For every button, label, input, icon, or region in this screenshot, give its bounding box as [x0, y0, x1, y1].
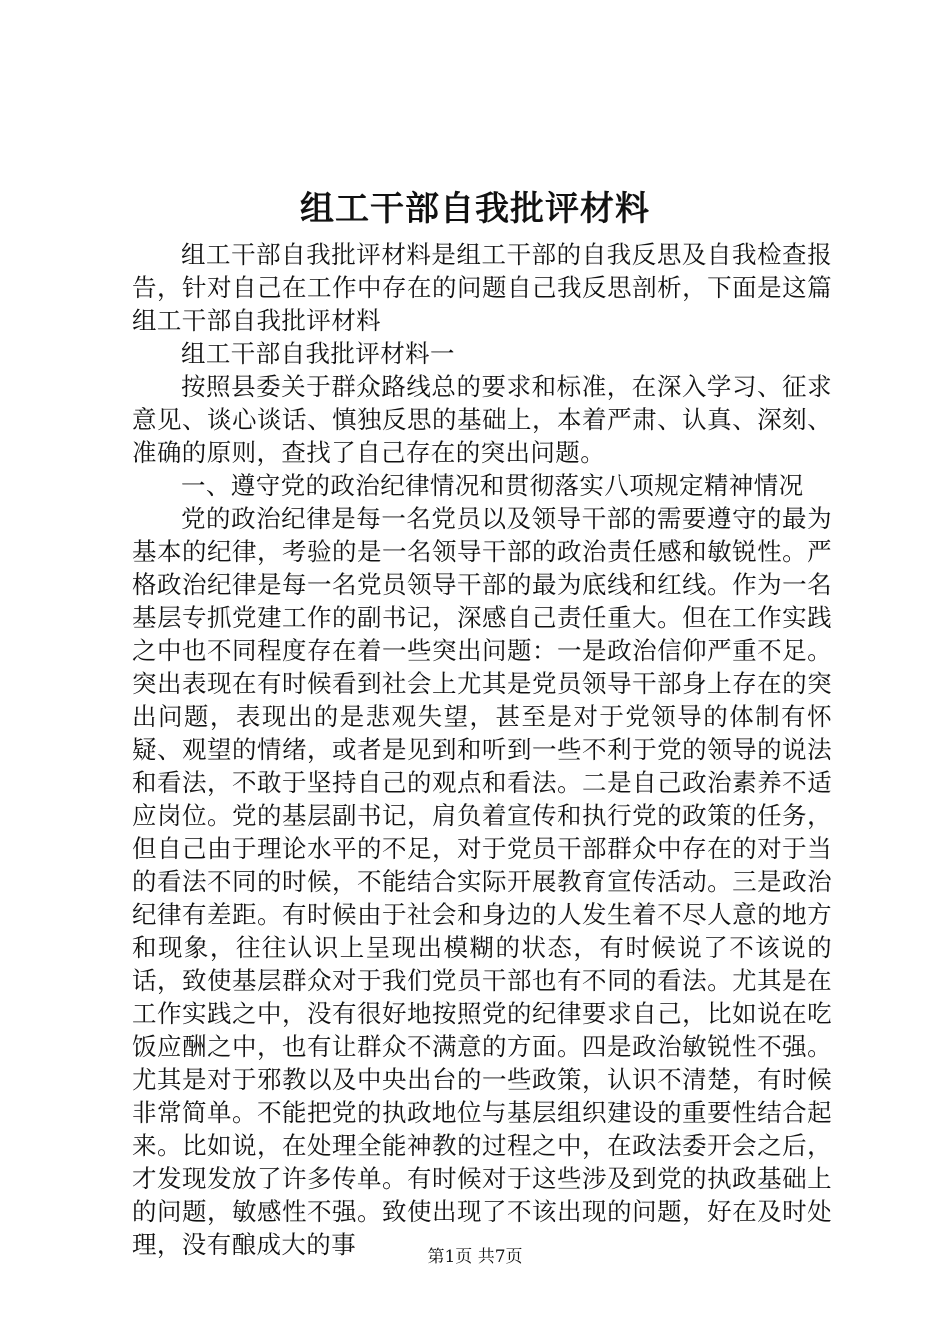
body-paragraph: 按照县委关于群众路线总的要求和标准，在深入学习、征求意见、谈心谈话、慎独反思的基础上，本着严肃、认真、深刻、准确的原则，查找了自己存在的突出问题。 — [132, 372, 832, 467]
document-title: 组工干部自我批评材料 — [300, 189, 650, 229]
section-heading: 组工干部自我批评材料一 — [181, 339, 455, 368]
page-number-footer: 第1页 共7页 — [427, 1247, 523, 1267]
body-paragraph: 党的政治纪律是每一名党员以及领导干部的需要遵守的最为基本的纪律，考验的是一名领导干部的政治责任感和敏锐性。严格政治纪律是每一名党员领导干部的最为底线和红线。作为一名基层专抓党建工作的副书记，深感自己责任重大。但在工作实践之中也不同程度存在着一些突出问题：一是政治信仰严重不足。突出表现在有时候看到社会上尤其是党员领导干部身上存在的突出问题，表现出的是悲观失望，甚至是对于党领导的体制有怀疑、观望的情绪，或者是见到和听到一些不利于党的领导的说法和看法，不敢于坚持自己的观点和看法。二是自己政治素养不适应岗位。党的基层副书记，肩负着宣传和执行党的政策的任务，但自己由于理论水平的不足，对于党员干部群众中存在的对于当的看法不同的时候，不能结合实际开展教育宣传活动。三是政治纪律有差距。有时候由于社会和身边的人发生着不尽人意的地方和现象，往往认识上呈现出模糊的状态，有时候说了不该说的话，致使基层群众对于我们党员干部也有不同的看法。尤其是在工作实践之中，没有很好地按照党的纪律要求自己，比如说在吃饭应酬之中，也有让群众不满意的方面。四是政治敏锐性不强。尤其是对于邪教以及中央出台的一些政策，认识不清楚，有时候非常简单。不能把党的执政地位与基层组织建设的重要性结合起来。比如说，在处理全能神教的过程之中，在政法委开会之后，才发现发放了许多传单。有时候对于这些涉及到党的执政基础上的问题，敏感性不强。致使出现了不该出现的问题，好在及时处理，没有酿成大的事 — [132, 504, 832, 1259]
document-body — [132, 238, 832, 1261]
subsection-heading: 一、遵守党的政治纪律情况和贯彻落实八项规定精神情况 — [181, 471, 804, 500]
intro-paragraph: 组工干部自我批评材料是组工干部的自我反思及自我检查报告，针对自己在工作中存在的问题自己我反思剖析，下面是这篇组工干部自我批评材料 — [132, 240, 832, 335]
